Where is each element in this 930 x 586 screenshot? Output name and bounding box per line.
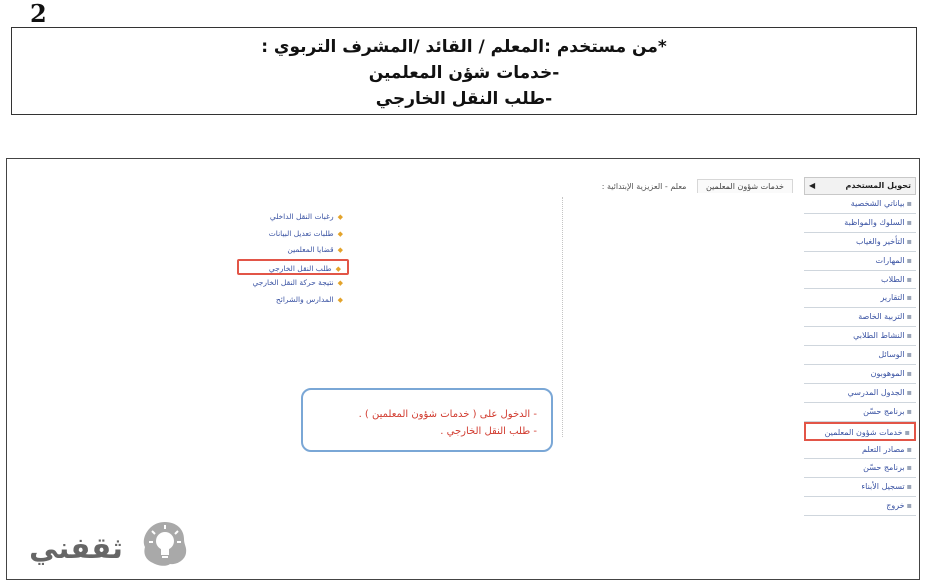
bullet-icon: ▪ [906,463,912,473]
service-link-label: طلبات تعديل البيانات [268,228,334,238]
sidebar-item[interactable] [804,289,916,308]
divider [562,197,563,437]
sidebar-item-label: خدمات شؤون المعلمين [824,427,903,437]
service-link[interactable] [219,226,349,243]
service-link-label: نتيجة حركة النقل الخارجي [252,278,334,288]
bullet-icon: ▪ [906,369,912,379]
bullet-icon: ▪ [906,331,912,341]
bullet-icon: ▪ [906,501,912,511]
sidebar-item[interactable] [804,346,916,365]
diamond-bullet-icon: ◆ [337,246,343,255]
diamond-bullet-icon: ◆ [335,264,341,273]
bullet-icon: ▪ [906,255,912,265]
callout-line-1: - الدخول على ( خدمات شؤون المعلمين ) . [358,409,537,420]
arrow-left-icon: ◀ [809,181,816,190]
services-links [219,209,349,309]
bullet-icon: ▪ [906,274,912,284]
sidebar-header-label: تحويل المستخدم [845,181,911,190]
breadcrumb: معلم - العزيزية الإبتدائية : [601,182,687,191]
sidebar-item[interactable] [804,252,916,271]
sidebar-item-label: التأخير والغياب [855,236,905,246]
sidebar-header[interactable] [804,177,916,195]
instructions-box [11,27,917,115]
service-link[interactable] [219,292,349,309]
tab-teacher-services[interactable]: خدمات شؤون المعلمين [697,179,793,193]
sidebar-item[interactable] [804,441,916,460]
bullet-icon: ▪ [906,482,912,492]
sidebar-item[interactable] [804,365,916,384]
sidebar-item-label: النشاط الطلابي [853,331,905,341]
service-link-label: رغبات النقل الداخلي [269,212,334,221]
bullet-icon: ▪ [906,217,912,227]
service-link[interactable] [219,242,349,259]
bullet-icon: ▪ [906,406,912,416]
site-logo-text: ثقفني [29,531,123,565]
service-link[interactable] [219,209,349,226]
diamond-bullet-icon: ◆ [337,229,343,238]
instruction-callout [301,388,553,452]
sidebar-item[interactable] [804,233,916,252]
sidebar-item-label: السلوك والمواظبة [844,217,905,227]
sidebar-item-label: برنامج حسّن [863,463,905,473]
sidebar-item-label: تسجيل الأبناء [861,482,905,492]
sidebar-item[interactable] [804,308,916,327]
bullet-icon: ▪ [906,199,912,208]
instruction-user-types: *من مستخدم :المعلم / القائد /المشرف التربوي : [261,37,667,57]
bullet-icon: ▪ [906,312,912,322]
service-link-label: طلب النقل الخارجي [268,263,332,273]
sidebar-item[interactable] [804,384,916,403]
sidebar-item[interactable] [804,497,916,516]
sidebar-item-label: المهارات [875,255,905,265]
sidebar-item-label: الطلاب [881,274,905,284]
page-number: 2 [30,0,47,28]
sidebar-item-label: برنامج حسّن [863,406,905,416]
sidebar-item[interactable] [804,195,916,214]
sidebar-item-label: التقارير [880,293,905,303]
diamond-bullet-icon: ◆ [337,295,343,304]
diamond-bullet-icon: ◆ [337,279,343,288]
service-link-label: قضايا المعلمين [287,245,334,255]
bullet-icon: ▪ [906,236,912,246]
sidebar-item-label: مصادر التعلم [862,444,905,454]
bullet-icon: ▪ [906,293,912,303]
bullet-icon: ▪ [906,350,912,360]
sidebar-item[interactable] [804,422,916,441]
sidebar-item[interactable] [804,459,916,478]
service-link[interactable] [219,275,349,292]
instruction-request: -طلب النقل الخارجي [375,89,553,109]
sidebar-item-label: خروج [886,501,905,511]
sidebar-item-label: الجدول المدرسي [847,387,905,397]
sidebar-item[interactable] [804,478,916,497]
tab-bar [594,179,793,193]
sidebar-item[interactable] [804,214,916,233]
bullet-icon: ▪ [906,444,912,454]
bullet-icon: ▪ [904,427,910,437]
sidebar-item-label: الوسائل [878,350,905,360]
callout-line-2: - طلب النقل الخارجي . [440,426,537,437]
sidebar-item-label: الموهوبون [870,369,905,379]
instruction-service: -خدمات شؤن المعلمين [368,63,560,83]
bullet-icon: ▪ [906,387,912,397]
system-screenshot [6,158,920,580]
sidebar-item[interactable] [804,327,916,346]
service-link-label: المدارس والشرائح [275,294,334,304]
sidebar-item-label: التربية الخاصة [858,312,905,322]
sidebar-menu [804,177,916,516]
diamond-bullet-icon: ◆ [337,213,343,221]
sidebar-item[interactable] [804,271,916,290]
service-link[interactable] [237,259,349,276]
sidebar-item[interactable] [804,403,916,422]
lightbulb-icon [140,519,190,569]
sidebar-item-label: بياناتي الشخصية [850,199,905,208]
